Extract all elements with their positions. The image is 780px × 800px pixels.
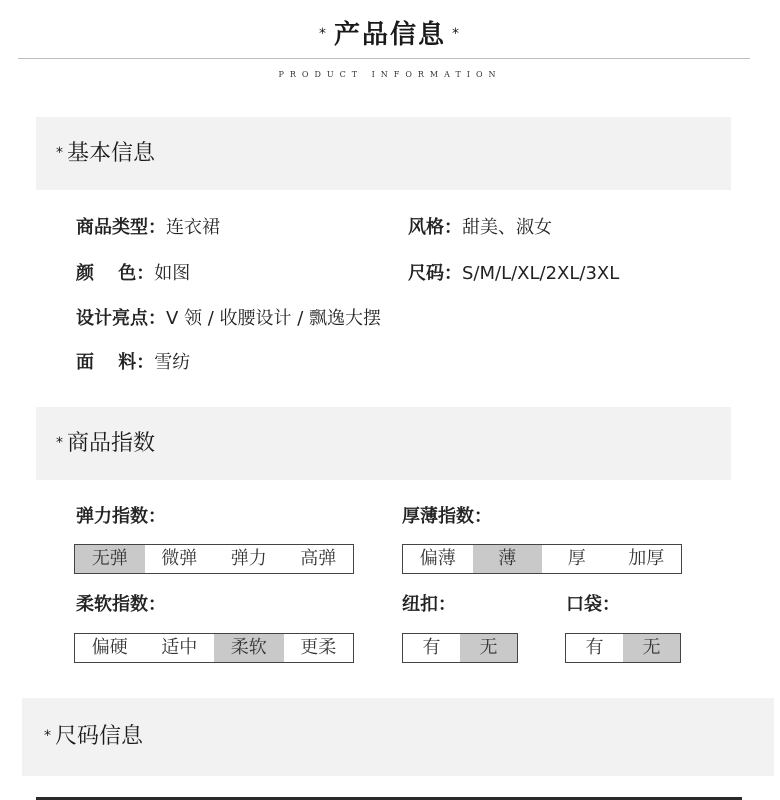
star-icon: * bbox=[452, 25, 461, 42]
label-buttons: 纽扣： bbox=[402, 594, 456, 615]
scale-option: 无弹 bbox=[75, 545, 145, 573]
header-divider bbox=[18, 58, 750, 59]
page-subtitle: PRODUCT INFORMATION bbox=[278, 70, 502, 79]
scale-thickness bbox=[402, 544, 682, 574]
scale-option: 无 bbox=[623, 634, 680, 662]
info-key: 风格： bbox=[408, 217, 462, 238]
info-style bbox=[408, 219, 552, 237]
info-key: 尺码： bbox=[408, 263, 462, 284]
scale-option: 偏薄 bbox=[419, 548, 456, 569]
section-title-size bbox=[44, 726, 143, 748]
info-key: 设计亮点： bbox=[76, 308, 166, 329]
info-key: 商品类型： bbox=[76, 217, 166, 238]
scale-option: 薄 bbox=[473, 545, 543, 573]
info-value: S/M/L/XL/2XL/3XL bbox=[462, 263, 620, 284]
scale-option: 有 bbox=[422, 637, 441, 658]
scale-option: 微弹 bbox=[161, 548, 198, 569]
scale-option: 厚 bbox=[567, 548, 586, 569]
label-thickness: 厚薄指数： bbox=[402, 506, 492, 527]
scale-option: 加厚 bbox=[628, 548, 665, 569]
scale-option: 弹力 bbox=[230, 548, 267, 569]
info-fabric bbox=[76, 354, 190, 372]
scale-option: 更柔 bbox=[300, 637, 337, 658]
scale-elasticity bbox=[74, 544, 354, 574]
label-elasticity: 弹力指数： bbox=[76, 506, 166, 527]
info-key: 颜 色： bbox=[76, 263, 155, 284]
star-icon: * bbox=[56, 145, 63, 161]
section-title-basic bbox=[56, 143, 155, 165]
info-design bbox=[76, 310, 381, 328]
info-key: 面 料： bbox=[76, 352, 155, 373]
scale-option: 高弹 bbox=[300, 548, 337, 569]
scale-option: 偏硬 bbox=[91, 637, 128, 658]
scale-pockets bbox=[565, 633, 681, 663]
scale-option: 有 bbox=[585, 637, 604, 658]
label-pockets: 口袋： bbox=[566, 594, 620, 615]
section-title-index bbox=[56, 433, 155, 455]
scale-buttons bbox=[402, 633, 518, 663]
scale-option: 无 bbox=[460, 634, 517, 662]
section-title-text: 尺码信息 bbox=[55, 724, 144, 749]
scale-option: 柔软 bbox=[214, 634, 284, 662]
section-title-text: 基本信息 bbox=[67, 141, 156, 166]
page-title bbox=[0, 14, 780, 51]
star-icon: * bbox=[318, 25, 328, 42]
info-type bbox=[76, 219, 220, 237]
star-icon: * bbox=[44, 728, 51, 744]
info-value: 如图 bbox=[154, 263, 191, 284]
section-title-text: 商品指数 bbox=[67, 431, 156, 456]
page-title-text: 产品信息 bbox=[333, 20, 446, 50]
scale-softness bbox=[74, 633, 354, 663]
info-value: V 领 / 收腰设计 / 飘逸大摆 bbox=[166, 308, 382, 329]
info-value: 连衣裙 bbox=[166, 217, 220, 238]
info-size bbox=[408, 265, 619, 283]
scale-option: 适中 bbox=[161, 637, 198, 658]
info-value: 雪纺 bbox=[154, 352, 191, 373]
star-icon: * bbox=[56, 435, 63, 451]
label-softness: 柔软指数： bbox=[76, 594, 166, 615]
info-color bbox=[76, 265, 190, 283]
info-value: 甜美、淑女 bbox=[462, 217, 552, 238]
